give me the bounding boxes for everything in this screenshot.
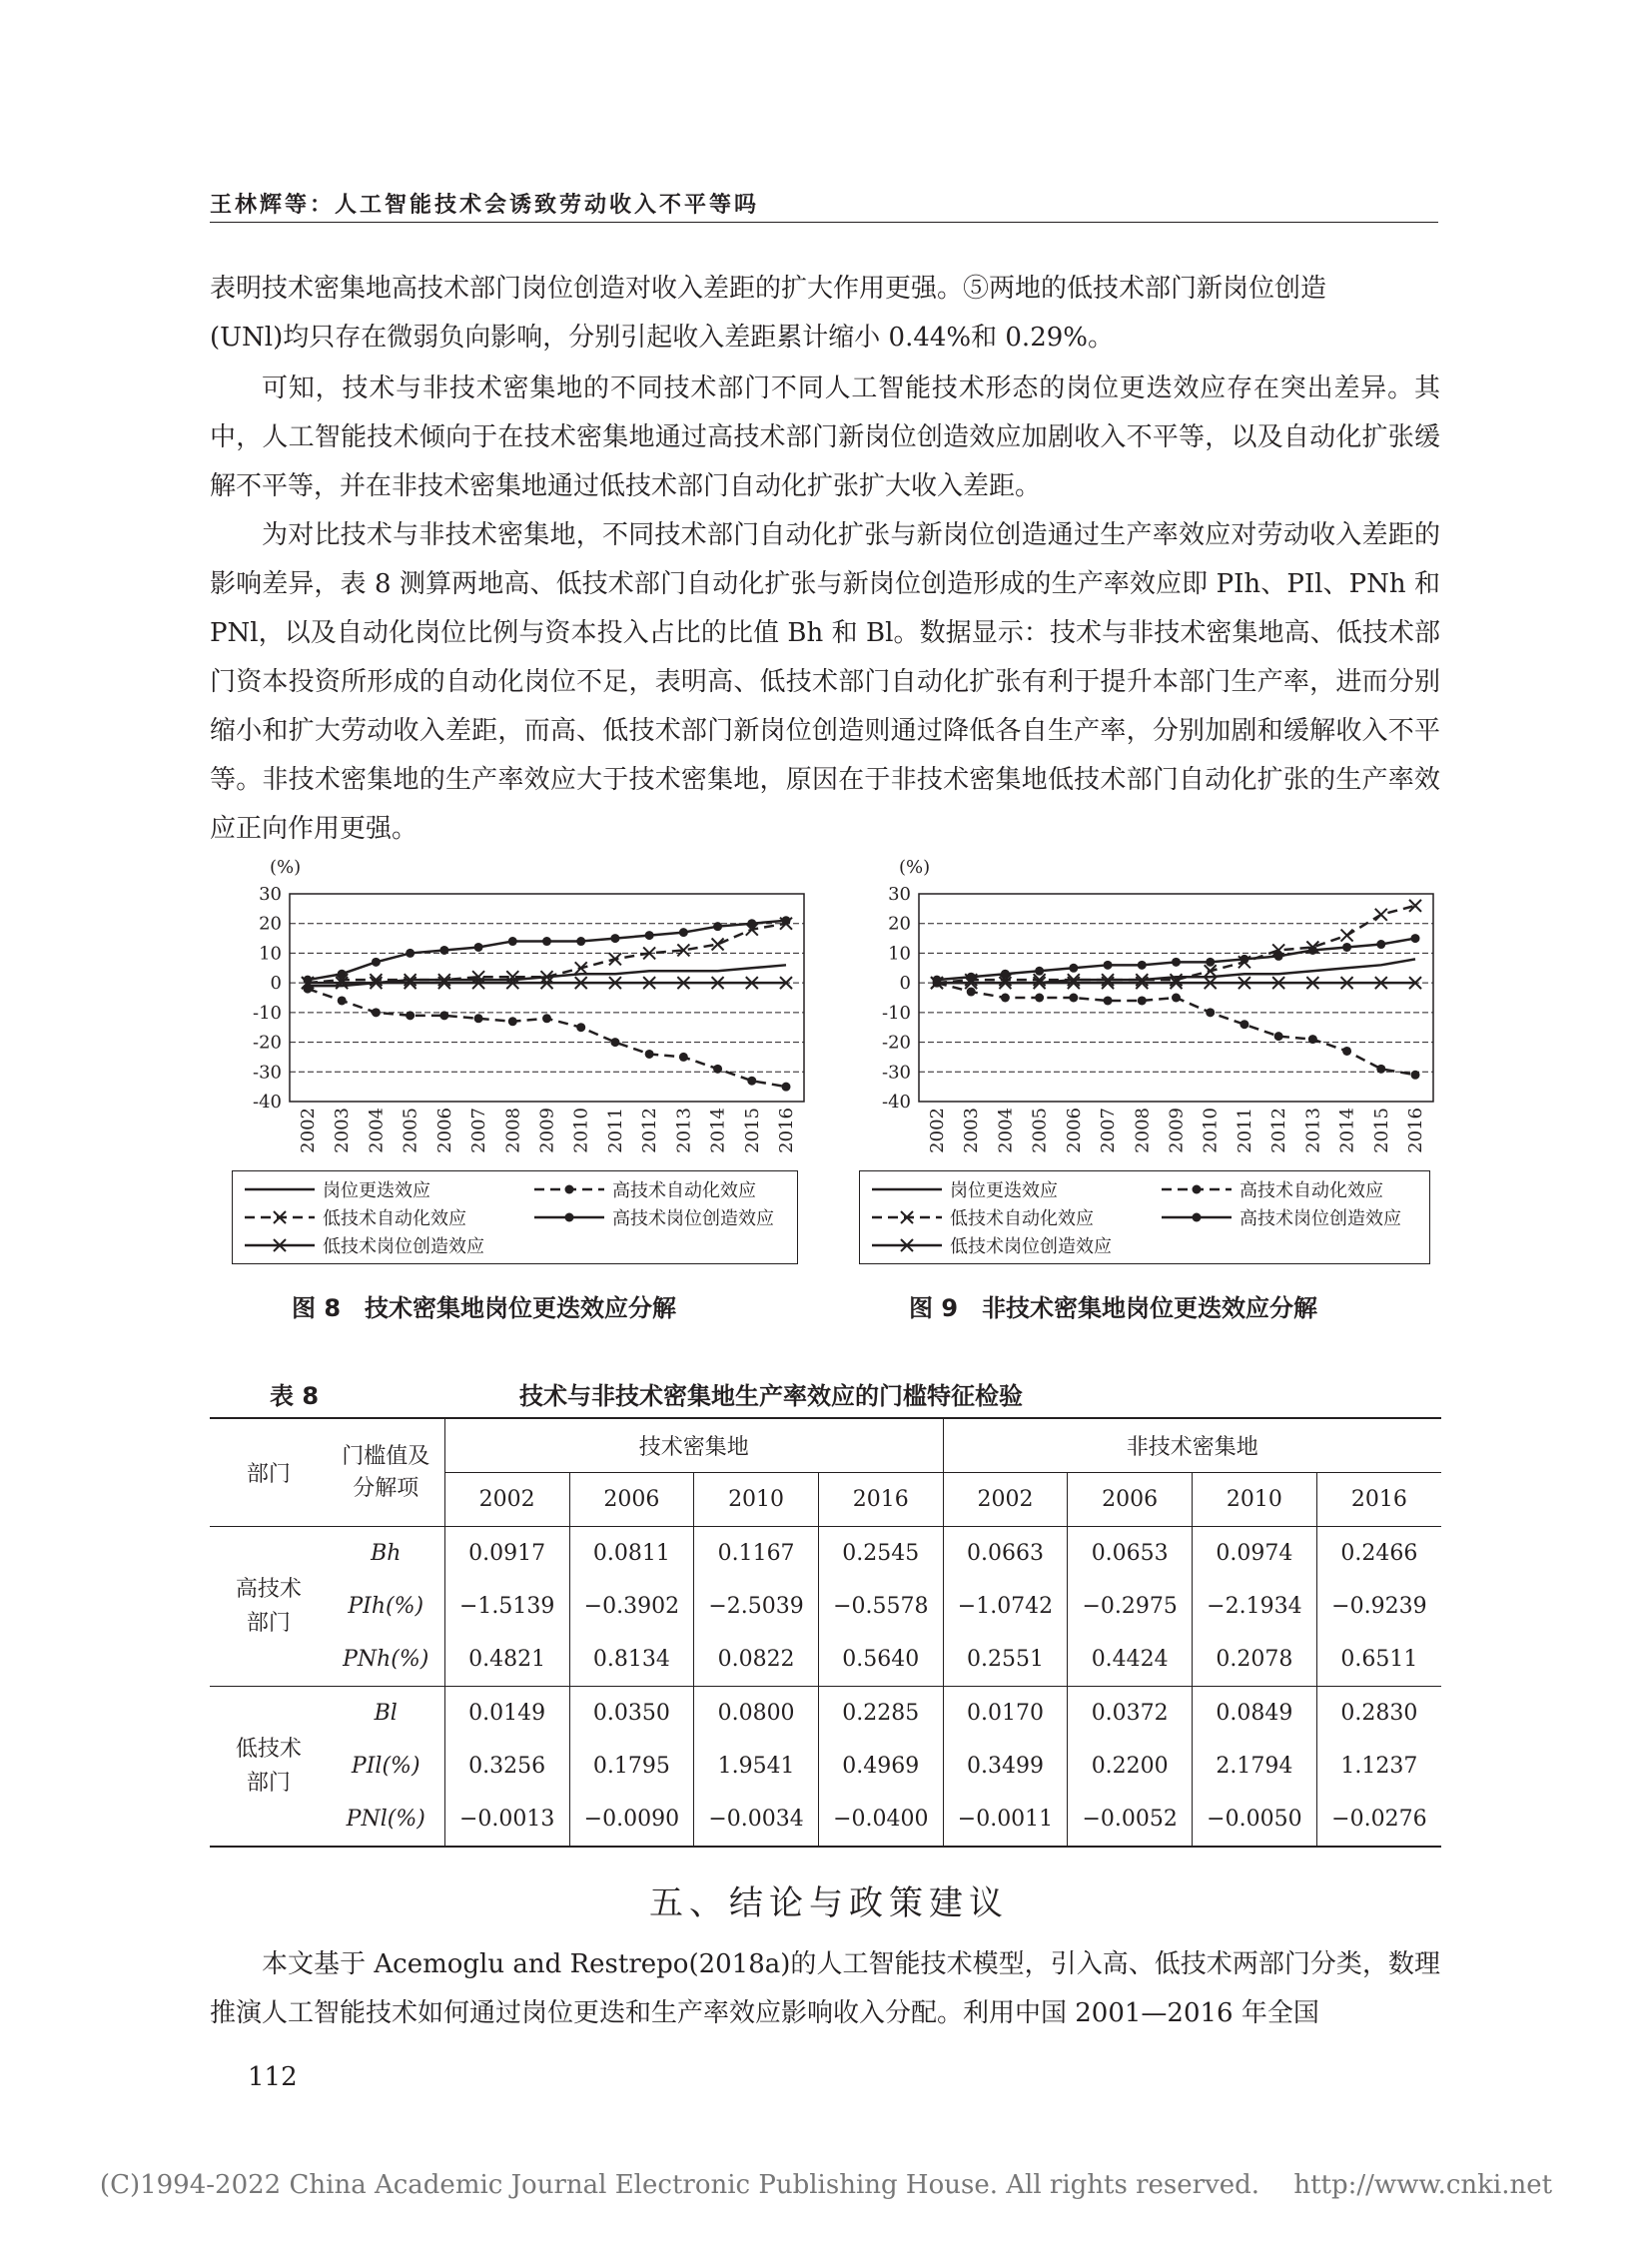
x-tick-label: 2016	[776, 1108, 797, 1153]
x-tick-label: 2003	[332, 1108, 354, 1153]
y-tick-label: 10	[259, 943, 282, 965]
legend-marker	[1193, 1213, 1202, 1222]
data-point	[508, 937, 517, 946]
y-tick-label: -20	[882, 1032, 911, 1054]
table-8-title: 技术与非技术密集地生产率效应的门槛特征检验	[519, 1382, 1023, 1410]
x-tick-label: 2009	[1166, 1108, 1188, 1153]
table-cell: 1.9541	[694, 1740, 819, 1793]
table-cell: 0.0917	[444, 1527, 569, 1581]
y-tick-label: -20	[253, 1032, 282, 1054]
data-point	[1138, 961, 1147, 970]
paragraph-2	[210, 365, 1440, 511]
legend-label: 高技术自动化效应	[612, 1180, 756, 1201]
row-label: PNh(%)	[328, 1633, 445, 1687]
data-point	[1001, 970, 1010, 979]
legend-entry	[245, 1236, 484, 1257]
legend-label: 低技术自动化效应	[950, 1208, 1094, 1229]
table-cell: 0.2200	[1068, 1740, 1193, 1793]
th-group-2: 非技术密集地	[943, 1418, 1441, 1473]
x-tick-label: 2005	[400, 1108, 421, 1153]
table-cell: 0.0849	[1193, 1687, 1317, 1741]
th-threshold-l1: 门槛值及	[342, 1443, 430, 1469]
data-point	[1342, 943, 1351, 952]
table-cell: 0.4969	[818, 1740, 943, 1793]
legend-label: 高技术岗位创造效应	[612, 1208, 774, 1229]
table-cell: 0.4424	[1068, 1633, 1193, 1687]
data-point	[1104, 961, 1113, 970]
data-point	[508, 1017, 517, 1026]
table-cell: 0.2551	[943, 1633, 1068, 1687]
section-5-title: 五、结论与政策建议	[649, 1883, 1009, 1923]
th-year: 2006	[1068, 1473, 1193, 1527]
x-tick-label: 2005	[1029, 1108, 1051, 1153]
data-point	[1411, 1071, 1420, 1080]
data-point	[679, 1053, 688, 1062]
legend-label: 低技术岗位创造效应	[323, 1236, 484, 1257]
th-threshold-l2: 分解项	[353, 1475, 419, 1501]
legend-label: 高技术自动化效应	[1239, 1180, 1383, 1201]
table-cell: 0.3256	[444, 1740, 569, 1793]
table-cell: 0.5640	[818, 1633, 943, 1687]
table-cell: −0.3902	[569, 1580, 694, 1633]
data-point	[679, 928, 688, 937]
data-point	[1239, 1020, 1248, 1029]
table-cell: 0.2078	[1193, 1633, 1317, 1687]
data-point	[372, 958, 381, 967]
legend-entry	[872, 1208, 1094, 1229]
table-cell: 2.1794	[1193, 1740, 1317, 1793]
x-tick-label: 2004	[995, 1108, 1017, 1153]
data-point	[439, 946, 448, 955]
table-cell: −0.0052	[1068, 1793, 1193, 1847]
data-point	[406, 949, 414, 958]
table-cell: −0.0090	[569, 1793, 694, 1847]
data-point	[1172, 994, 1181, 1003]
th-dept: 部门	[210, 1418, 328, 1527]
section-5-paragraph-text: 本文基于 Acemoglu and Restrepo(2018a)的人工智能技术模型，引入高、低技术两部门分类，数理推演人工智能技术如何通过岗位更迭和生产率效应影响收入分配。利用中国 2001—2016 年全国	[210, 1949, 1440, 2028]
x-tick-label: 2014	[707, 1108, 729, 1153]
y-tick-label: -10	[882, 1002, 911, 1024]
paragraph-1-line-2: (UNl)均只存在微弱负向影响，分别引起收入差距累计缩小 0.44%和 0.29%。	[210, 323, 1114, 353]
paragraph-1	[210, 265, 1440, 363]
table-cell: 0.4821	[444, 1633, 569, 1687]
x-tick-label: 2003	[961, 1108, 983, 1153]
x-tick-label: 2007	[468, 1108, 490, 1153]
page-number: 112	[248, 2062, 298, 2092]
legend-label: 岗位更迭效应	[323, 1180, 430, 1201]
data-point	[782, 1083, 791, 1092]
y-tick-label: 30	[259, 884, 282, 905]
y-tick-label: 30	[888, 884, 911, 905]
data-point	[610, 934, 619, 943]
figure-8-caption: 图 8 技术密集地岗位更迭效应分解	[292, 1294, 677, 1322]
table-cell: 0.0974	[1193, 1527, 1317, 1581]
y-tick-label: -40	[882, 1092, 911, 1113]
table-row	[210, 1527, 1441, 1581]
legend-entry	[534, 1180, 756, 1201]
x-tick-label: 2011	[1234, 1108, 1255, 1153]
section-5-paragraph	[210, 1940, 1440, 2038]
x-tick-label: 2008	[1132, 1108, 1154, 1153]
data-point	[1069, 964, 1078, 973]
x-tick-label: 2016	[1405, 1108, 1426, 1153]
figure-9-legend	[859, 1170, 1430, 1264]
th-year: 2002	[444, 1473, 569, 1527]
paragraph-3	[210, 511, 1440, 854]
table-cell: −0.0050	[1193, 1793, 1317, 1847]
table-cell: −2.1934	[1193, 1580, 1317, 1633]
y-tick-label: 0	[270, 973, 282, 995]
data-point	[576, 937, 585, 946]
x-tick-label: 2012	[639, 1108, 661, 1153]
legend-marker	[565, 1213, 574, 1222]
x-tick-label: 2013	[1302, 1108, 1324, 1153]
table-cell: 0.2466	[1340, 1541, 1418, 1566]
th-year: 2010	[1193, 1473, 1317, 1527]
y-tick-label: 20	[259, 913, 282, 935]
x-tick-label: 2004	[366, 1108, 388, 1153]
y-tick-label: -40	[253, 1092, 282, 1113]
data-point	[542, 937, 551, 946]
data-point	[1035, 994, 1044, 1003]
th-threshold	[328, 1418, 445, 1527]
y-tick-label: 0	[899, 973, 911, 995]
series-line	[933, 979, 1420, 1080]
unit-label: (%)	[270, 857, 302, 878]
table-cell: 0.0653	[1068, 1527, 1193, 1581]
data-point	[713, 1065, 722, 1074]
figure-8-legend	[232, 1170, 798, 1264]
th-year: 2016	[1316, 1473, 1441, 1527]
y-tick-label: 20	[888, 913, 911, 935]
table-cell: 0.0811	[569, 1527, 694, 1581]
table-cell: 0.0800	[694, 1687, 819, 1741]
table-cell: 0.0663	[943, 1527, 1068, 1581]
data-point	[474, 943, 483, 952]
data-point	[645, 1050, 654, 1059]
series-line	[304, 916, 791, 984]
unit-label: (%)	[899, 857, 931, 878]
data-point	[1308, 946, 1317, 955]
row-label: PIh(%)	[328, 1580, 445, 1633]
x-tick-label: 2006	[1063, 1108, 1085, 1153]
table-cell: 0.0822	[694, 1633, 819, 1687]
table-cell: 0.6511	[1316, 1633, 1441, 1687]
row-label: PNl(%)	[328, 1793, 445, 1847]
data-point	[1274, 952, 1283, 961]
y-tick-label: -30	[253, 1062, 282, 1084]
legend-label: 高技术岗位创造效应	[1239, 1208, 1401, 1229]
data-point	[1206, 1008, 1215, 1017]
table-cell: 0.2285	[818, 1687, 943, 1741]
th-year: 2016	[818, 1473, 943, 1527]
legend-label: 低技术岗位创造效应	[950, 1236, 1112, 1257]
th-year: 2006	[569, 1473, 694, 1527]
legend-entry	[245, 1180, 430, 1201]
x-tick-label: 2006	[433, 1108, 455, 1153]
table-row	[210, 1793, 1441, 1847]
legend-label: 低技术自动化效应	[323, 1208, 466, 1229]
figure-9-caption: 图 9 非技术密集地岗位更迭效应分解	[909, 1294, 1318, 1322]
data-point	[1069, 994, 1078, 1003]
data-point	[439, 1011, 448, 1020]
th-year: 2002	[943, 1473, 1068, 1527]
data-point	[610, 1038, 619, 1047]
y-tick-label: 10	[888, 943, 911, 965]
series-line	[304, 985, 791, 1092]
running-header: 王林辉等：人工智能技术会诱致劳动收入不平等吗	[210, 193, 760, 218]
dept-cell	[210, 1687, 328, 1848]
table-cell: −0.2975	[1068, 1580, 1193, 1633]
table-cell: 0.0149	[444, 1687, 569, 1741]
dept-cell	[210, 1527, 328, 1687]
table-row	[210, 1580, 1441, 1633]
table-cell: 0.8134	[569, 1633, 694, 1687]
data-point	[1375, 909, 1387, 921]
legend-entry	[534, 1208, 774, 1229]
table-cell: −0.0013	[444, 1793, 569, 1847]
data-point	[338, 970, 347, 979]
table-cell: 0.0372	[1068, 1687, 1193, 1741]
data-point	[645, 931, 654, 940]
table-row	[210, 1740, 1441, 1793]
th-year: 2010	[694, 1473, 819, 1527]
x-tick-label: 2009	[536, 1108, 558, 1153]
dept-label-line-1: 低技术	[235, 1736, 302, 1762]
row-label: PIl(%)	[328, 1740, 445, 1793]
data-point	[542, 1014, 551, 1023]
table-cell: 0.1795	[569, 1740, 694, 1793]
x-tick-label: 2010	[570, 1108, 592, 1153]
data-point	[1104, 996, 1113, 1005]
paragraph-1-line-1: 表明技术密集地高技术部门岗位创造对收入差距的扩大作用更强。⑤两地的低技术部门新岗位创造	[210, 274, 1327, 304]
legend-entry	[245, 1208, 466, 1229]
data-point	[747, 919, 756, 928]
data-point	[782, 916, 791, 925]
data-point	[1138, 996, 1147, 1005]
data-point	[1308, 1035, 1317, 1044]
table-cell: 0.3499	[943, 1740, 1068, 1793]
legend-entry	[1162, 1180, 1383, 1201]
x-tick-label: 2014	[1336, 1108, 1358, 1153]
data-point	[1341, 930, 1353, 942]
data-point	[712, 939, 724, 951]
table-cell: 0.0350	[569, 1687, 694, 1741]
table-row	[210, 1633, 1441, 1687]
data-point	[1001, 994, 1010, 1003]
data-point	[1342, 1047, 1351, 1056]
data-point	[1172, 958, 1181, 967]
data-point	[372, 1008, 381, 1017]
data-point	[576, 1023, 585, 1032]
data-point	[1376, 940, 1385, 949]
dept-label-line-2: 部门	[246, 1610, 291, 1636]
paragraph-2-text: 可知，技术与非技术密集地的不同技术部门不同人工智能技术形态的岗位更迭效应存在突出差异。其中，人工智能技术倾向于在技术密集地通过高技术部门新岗位创造效应加剧收入不平等，以及自动化扩张缓解不平等，并在非技术密集地通过低技术部门自动化扩张扩大收入差距。	[210, 374, 1440, 501]
data-point	[406, 1011, 414, 1020]
legend-marker	[1193, 1185, 1202, 1194]
data-point	[967, 988, 976, 997]
table-cell: −1.5139	[444, 1580, 569, 1633]
table-cell: −2.5039	[694, 1580, 819, 1633]
table-cell: 1.1237	[1340, 1754, 1418, 1779]
figure-8-legend-svg	[233, 1171, 797, 1263]
legend-entry	[872, 1236, 1112, 1257]
table-cell: −1.0742	[943, 1580, 1068, 1633]
th-group-1: 技术密集地	[444, 1418, 943, 1473]
row-label: Bl	[328, 1687, 445, 1741]
x-tick-label: 2011	[604, 1108, 626, 1153]
table-cell: −0.0400	[818, 1793, 943, 1847]
table-cell: −0.9239	[1331, 1594, 1427, 1619]
table-cell: −0.0034	[694, 1793, 819, 1847]
x-tick-label: 2002	[298, 1108, 319, 1153]
data-point	[1274, 1032, 1283, 1041]
x-tick-label: 2010	[1200, 1108, 1222, 1153]
legend-label: 岗位更迭效应	[950, 1180, 1058, 1201]
table-8	[210, 1417, 1441, 1848]
table-8-label: 表 8	[270, 1382, 320, 1410]
legend-entry	[872, 1180, 1058, 1201]
dept-label-line-1: 高技术	[235, 1576, 302, 1602]
table-cell: 0.2545	[818, 1527, 943, 1581]
data-point	[474, 1014, 483, 1023]
data-point	[1239, 955, 1248, 964]
data-point	[1376, 1065, 1385, 1074]
legend-marker	[565, 1185, 574, 1194]
x-tick-label: 2007	[1098, 1108, 1120, 1153]
header-rule	[210, 222, 1438, 223]
x-tick-label: 2002	[927, 1108, 948, 1153]
legend-entry	[1162, 1208, 1401, 1229]
table-cell: 0.1167	[694, 1527, 819, 1581]
table-cell: −0.0276	[1316, 1793, 1441, 1847]
table-cell: 0.0170	[943, 1687, 1068, 1741]
x-tick-label: 2012	[1268, 1108, 1290, 1153]
paragraph-3-text: 为对比技术与非技术密集地，不同技术部门自动化扩张与新岗位创造通过生产率效应对劳动收入差距的影响差异，表 8 测算两地高、低技术部门自动化扩张与新岗位创造形成的生产率效应即 PIh、PIl、PNh 和 PNl，以及自动化岗位比例与资本投入占比的比值 Bh 和 Bl。数据显示：技术与非技术密集地高、低技术部门资本投资所形成的自动化岗位不足，表明高、低技术部门自动化扩张有利于提升本部门生产率，进而分别缩小和扩大劳动收入差距，而高、低技术部门新岗位创造则通过降低各自生产率，分别加剧和缓解收入不平等。非技术密集地的生产率效应大于技术密集地，原因在于非技术密集地低技术部门自动化扩张的生产率效应正向作用更强。	[210, 520, 1440, 844]
table-cell: −0.0011	[943, 1793, 1068, 1847]
x-tick-label: 2013	[673, 1108, 695, 1153]
table-row	[210, 1687, 1441, 1741]
copyright-footer: (C)1994-2022 China Academic Journal Electronic Publishing House. All rights reserved. http://www.cnki.net	[99, 2170, 1553, 2200]
x-tick-label: 2015	[741, 1108, 763, 1153]
x-tick-label: 2008	[502, 1108, 524, 1153]
figure-9-legend-svg	[860, 1171, 1429, 1263]
data-point	[747, 1077, 756, 1086]
row-label: Bh	[328, 1527, 445, 1581]
data-point	[713, 922, 722, 931]
x-tick-label: 2015	[1370, 1108, 1392, 1153]
dept-label-line-2: 部门	[246, 1770, 291, 1796]
data-point	[1206, 958, 1215, 967]
y-tick-label: -10	[253, 1002, 282, 1024]
data-point	[338, 996, 347, 1005]
table-cell: −0.5578	[818, 1580, 943, 1633]
data-point	[1411, 934, 1420, 943]
data-point	[1035, 967, 1044, 976]
y-tick-label: -30	[882, 1062, 911, 1084]
table-cell: 0.2830	[1340, 1701, 1418, 1726]
